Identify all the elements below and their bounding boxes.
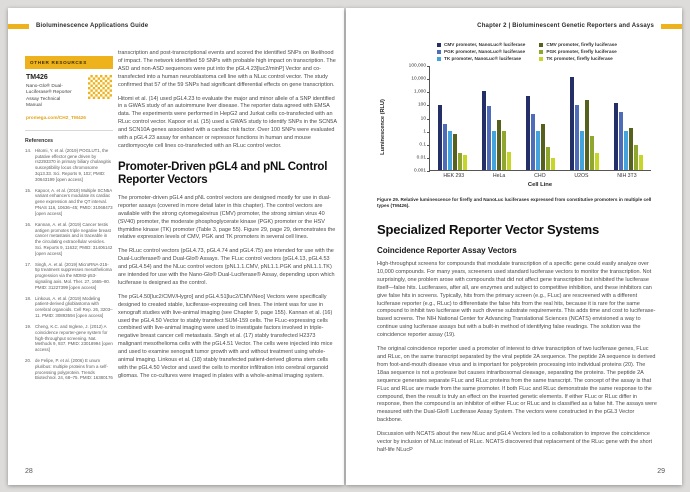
chart-bar <box>585 100 589 170</box>
paragraph: The RLuc control vectors (pGL4.73, pGL4.74 and pGL4.75) are intended for use with the Dual-Luciferase® and Dual-Glo® Assays. The FLuc control vectors (pGL4.13, pGL4.53 and pGL4.54) and the NLuc control vectors (pNL1.1.CMV, pNL1.1.PGK and pNL1.1.TK) are intended for use with the Nano-Glo® Dual-Luciferase® Assay, depending upon which luciferase is designed as the control. <box>118 248 335 286</box>
resource-code: TM426 <box>26 74 48 81</box>
chart-bar <box>531 114 535 170</box>
legend-column <box>437 42 525 61</box>
chart-bar <box>541 124 545 170</box>
chart-bar <box>551 158 555 170</box>
y-tick-label: 0.1 <box>419 142 426 148</box>
chart-bar <box>570 77 574 170</box>
right-subsection-heading: Coincidence Reporter Assay Vectors <box>377 246 517 255</box>
right-page-number: 29 <box>657 468 665 475</box>
y-tick-mark <box>427 171 430 172</box>
y-tick-label: 10 <box>420 116 426 121</box>
legend-label: CMV promoter, firefly luciferase <box>546 42 617 47</box>
legend-label: PGK promoter, NanoLuc® luciferase <box>444 49 526 54</box>
chart-x-ticks <box>429 173 651 179</box>
left-page-number: 28 <box>25 468 33 475</box>
legend-item <box>437 42 525 47</box>
legend-label: PGK promoter, firefly luciferase <box>546 49 617 54</box>
reference-number: 20. <box>25 357 32 363</box>
chart-legend <box>437 42 659 61</box>
chart-bar <box>629 128 633 170</box>
reference-item <box>25 324 113 354</box>
left-main-column <box>118 50 338 387</box>
y-tick-mark <box>427 92 430 93</box>
legend-label: TK promoter, firefly luciferase <box>546 56 613 61</box>
chart-plot-zone <box>380 63 659 188</box>
chart-bar <box>619 112 623 170</box>
legend-swatch <box>539 43 543 47</box>
luminescence-bar-chart <box>377 42 659 188</box>
paragraph: The promoter-driven pGL4 and pNL control vectors are designed mostly for use in dual-reporter assays (covered in more detail later in this chapter). The control vectors are available with the strong cytomegalovirus (CMV) promoter, the strong simian virus 40 (SV40) promoter, the moderate phosphoglycerate kinase (PGK) promoter or the HSV thymidine kinase (TK) promoter (Table 3, page 55). Figure 29, page 29, demonstrates the relative expression levels of CMV, PGK and TK promoters in several cell lines. <box>118 194 336 241</box>
reference-text: de Felipe, P. et al. (2006) E unum pluribus: multiple proteins from a self-processing polyprotein. Trends Biotechnol. 24, 68–75. PMID: 16380176 <box>35 357 113 381</box>
legend-label: TK promoter, NanoLuc® luciferase <box>444 56 522 61</box>
resource-product-name: Nano-Glo® Dual-Luciferase® Reporter Assay Technical Manual <box>26 84 72 109</box>
legend-swatch <box>539 57 543 61</box>
reference-text: Singh, A. et al. (2019) MicroRNA-215-5p treatment suppresses mesothelioma progression via the MDM2-p53-signaling axis. Mol. Ther. 27, 1665–80. PMID: 31227399 [open access] <box>35 261 112 291</box>
y-tick-mark <box>427 132 430 133</box>
y-tick-label: 1,000 <box>413 89 426 95</box>
chart-plot-area <box>408 63 651 174</box>
y-tick-label: 10,000 <box>411 76 426 82</box>
reference-item <box>25 262 113 292</box>
legend-swatch <box>437 50 441 54</box>
reference-item <box>25 188 113 218</box>
other-resources-box <box>25 56 113 121</box>
reference-number: 17. <box>25 261 32 267</box>
resources-box-title: OTHER RESOURCES <box>25 56 113 69</box>
left-paragraphs-bottom <box>118 195 338 381</box>
qr-code-icon <box>88 75 112 99</box>
bar-group <box>614 103 643 170</box>
chart-bar <box>575 105 579 170</box>
reference-number: 18. <box>25 295 32 301</box>
y-tick-mark <box>427 158 430 159</box>
chart-bar <box>634 145 638 170</box>
legend-swatch <box>437 57 441 61</box>
figure-caption: Figure 29. Relative luminescence for firefly and NanoLuc luciferases expressed from constitutive promoters in multiple cell types (TM426). <box>377 197 652 208</box>
references-list <box>25 148 113 382</box>
x-tick-label: U2OS <box>574 173 589 179</box>
legend-label: CMV promoter, NanoLuc® luciferase <box>444 42 526 47</box>
reference-text: Linkous, A. et al. (2019) Modeling patient-derived glioblastoma with cerebral organoids. Cell Rep. 26, 3203–11. PMID: 30893594 [open access] <box>35 295 113 319</box>
y-tick-label: 0.01 <box>416 155 426 161</box>
legend-column <box>539 42 617 61</box>
y-tick-label: 0.001 <box>413 168 426 174</box>
chart-bar <box>458 153 462 170</box>
reference-item <box>25 358 113 382</box>
chart-bar <box>497 120 501 171</box>
references-heading: References <box>25 137 53 144</box>
left-section-heading: Promoter-Driven pGL4 and pNL Control Reporter Vectors <box>118 160 328 187</box>
bar-group <box>570 77 599 170</box>
chart-bar <box>487 106 491 170</box>
chart-bar <box>443 124 447 170</box>
paragraph: transcription and post-transcriptional events and scored the identified SNPs on likelihood of impact. The network identified 59 SNPs with probable high impact on transcription. The ASD and non-ASD sequences were put into the pGL4.23[luc2/minP] Vector and co-transfected into a human neuroblastoma cell line with a NLuc control vector. The study confirmed that 57 of the 59 SNPs had significant differential effects on gene transcription. <box>118 50 336 88</box>
paragraph: Hitomi et al. (14) used pGL4.23 to evaluate the major and minor allele of a SNP identified in a GWAS study of an autoimmune liver disease. The reporter data agreed with EMSA data. The experiments were performed in HepG2 and Jurkat cells co-transfected with an RLuc control vector. Kapoor et al. (15) used a GWAS study to identify SNPs in the SCN5A and SCN10A genes associated with a cardiac risk factor. Over 100 SNPs were evaluated with a pGL4.23 assay for enhancer or repressor functions in human and mouse cardiomyocyte cell lines co-transfected with an RLuc control vector. <box>118 95 337 149</box>
right-section-heading: Specialized Reporter Vector Systems <box>377 222 600 237</box>
chart-bar <box>482 91 486 170</box>
chart-bar <box>546 147 550 170</box>
reference-item <box>25 222 113 257</box>
reference-number: 15. <box>25 187 32 193</box>
paragraph: Discussion with NCATS about the new NLuc and pGL4 Vectors led to a collaboration to improve the coincidence vector by inclusion of NLuc instead of RLuc. NCATS discovered that replacement of the RLuc gene with the short half-life NLucP <box>377 431 653 453</box>
reference-number: 19. <box>25 323 32 329</box>
paragraph: High-throughput screens for compounds that modulate transcription of a specific gene could easily analyze over 10,000 compounds. For many years, screeners used standard luciferase vectors to monitor the transcription. Not surprisingly, one problem arose with compounds that did not affect gene transcription but inhibited the luciferase itself—false hits. Luciferases, after all, are enzymes and subject to competitive inhibition, and these inhibitors can give false hits in screens. Typically, hits from the primary screen (e.g., FLuc) are rescreened with a different luciferase reporter (e.g., RLuc) to differentiate the false hits from the real hits, because it is rare for the same compound to inhibit two luciferase with such diverse substrate requirements. This adds time and cost to luciferase-based screens. The NIH National Center for Advancing Translational Sciences (NCATS) envisioned a way to continue using luciferase assays but with a built-in method of identifying false readings. The solution was the coincidence reporter assay (19). <box>377 261 656 339</box>
chart-bar <box>492 131 496 170</box>
resource-link[interactable]: promega.com/CH2_TM426 <box>26 115 86 121</box>
bar-group <box>438 105 467 170</box>
y-tick-mark <box>427 145 430 146</box>
y-tick-mark <box>427 66 430 67</box>
legend-item <box>539 56 617 61</box>
chart-bar <box>526 96 530 170</box>
x-tick-label: NIH 3T3 <box>617 173 637 179</box>
paragraph: The pGL4.50[luc2/CMV/Hygro] and pGL4.51[luc2/CMV/Neo] Vectors were specifically designed to created stable, luciferase-expressing cell lines. The intent was for use in xenograft studies with live-animal imaging (see Chapter 9, page 155). Kannan et al. (16) used the pGL4.50 Vector to stably transfect SUM-159 cells. The FLuc-expressing cells combined with live-animal imaging were used to investigate factors involved in triple-negative breast cancer cell metastasis. Singh et al. (17) stably transfected H2373 malignant mesothelioma cells with the pGL4.51 Vector. The cells were injected into mice and used to examine xenograft tumor growth with and without treatment using whole-animal imaging. Linkous et al. (18) stably transfected patient-derived glioma stem cells with the pGL4.50 Vector and used the cells to monitor infiltration into cerebral organoid gliomas. The co-cultures were imaged in plates with a whole-animal imaging system. <box>118 293 333 379</box>
legend-item <box>539 49 617 54</box>
reference-text: Kannan, A. et al. (2019) Cancer testis antigen promotes triple negative breast cancer metastasis and is traceable in the circulating extracellular vesicles. Sci. Reports 9, 11632; PMID: 31406142 [open access] <box>35 221 113 257</box>
right-paragraphs <box>377 261 659 455</box>
legend-swatch <box>539 50 543 54</box>
y-tick-label: 100,000 <box>408 63 426 69</box>
left-paragraphs-top <box>118 50 338 151</box>
page-right <box>346 8 682 485</box>
left-sidebar <box>25 56 113 386</box>
reference-text: Kapoor, A. et al. (2019) Multiple SCN5A variant enhancers modulate its cardiac gene expression and the QT interval. PNAS 116, 10636–45; PMID: 31068473 [open access] <box>35 187 113 217</box>
right-page-header <box>477 23 682 29</box>
chart-bar <box>463 155 467 170</box>
reference-text: Hitomi, Y. et al. (2019) POGLUT1, the putative effector gene driven by rs2293370 in primary biliary cholangitis susceptibility locus chromosome 3q13.33. Sci. Reports 9, 102; PMID: 30643199 [open access] <box>35 147 111 183</box>
chart-bar <box>448 131 452 170</box>
y-tick-label: 1 <box>423 129 426 135</box>
chart-bar <box>502 131 506 170</box>
chapter-title: Chapter 2 | Bioluminescent Genetic Reporters and Assays <box>477 23 654 29</box>
chart-bar <box>614 103 618 170</box>
chart-bar <box>639 155 643 170</box>
chart-bar <box>624 131 628 170</box>
y-tick-mark <box>427 79 430 80</box>
reference-number: 14. <box>25 147 32 153</box>
reference-number: 16. <box>25 221 32 227</box>
x-tick-label: HeLa <box>492 173 506 179</box>
bar-group <box>526 96 555 170</box>
legend-item <box>437 49 525 54</box>
chart-bar <box>507 152 511 170</box>
sidebar-divider <box>25 130 113 131</box>
right-main-column <box>377 42 659 461</box>
legend-swatch <box>437 43 441 47</box>
legend-item <box>539 42 617 47</box>
chart-bar <box>453 134 457 171</box>
reference-item <box>25 148 113 183</box>
y-tick-label: 100 <box>417 102 426 108</box>
x-tick-label: CHO <box>534 173 546 179</box>
guide-title: Bioluminescence Applications Guide <box>36 23 149 29</box>
page-left <box>8 8 344 485</box>
chart-y-axis-label: Luminescence (RLU) <box>380 99 386 155</box>
accent-bar <box>8 24 29 29</box>
y-tick-mark <box>427 105 430 106</box>
chart-bar <box>536 131 540 170</box>
accent-bar <box>661 24 682 29</box>
chart-bar <box>580 131 584 170</box>
chart-bar <box>595 153 599 170</box>
left-page-header <box>8 23 148 29</box>
reference-text: Cheng, K.C. and Inglese, J. (2012) A coincidence reporter-gene system for high-throughput screening. Nat. Methods 9, 937. PMID: 23018994 [open access] <box>35 323 113 353</box>
bar-group <box>482 91 511 170</box>
chart-bar <box>438 105 442 170</box>
chart-bar <box>590 136 594 170</box>
reference-item <box>25 296 113 320</box>
legend-item <box>437 56 525 61</box>
y-tick-mark <box>427 119 430 120</box>
chart-x-axis-label: Cell Line <box>527 182 553 188</box>
paragraph: The original coincidence reporter used a promoter of interest to drive transcription of two luciferase genes, FLuc and RLuc, on the same transcript separated by the viral peptide 2A sequence. The peptide 2A sequence is derived from foot-and-mouth disease virus and is important for polyprotein processing into individual proteins (20). The 18aa sequence is not a protease but causes intraribosomal cleavage, separating the proteins. The peptide 2A sequence generates separate FLuc and RLuc proteins from the same transcript. The concept of the assay is that FLuc and RLuc are made from the same promoter. If both FLuc and RLuc demonstrate the same response to the compound, then the result is truly an effect on the inserted genetic elements. If either FLuc or RLuc differ in response, then the compound is an inhibitor of either FLuc or RLuc and is classified as a false hit. The assays were measured with the Dual-Glo® Luciferase Assay System. The vectors were constructed in the pGL3 Vector backbone. <box>377 346 657 424</box>
x-tick-label: HEK 293 <box>443 173 465 179</box>
